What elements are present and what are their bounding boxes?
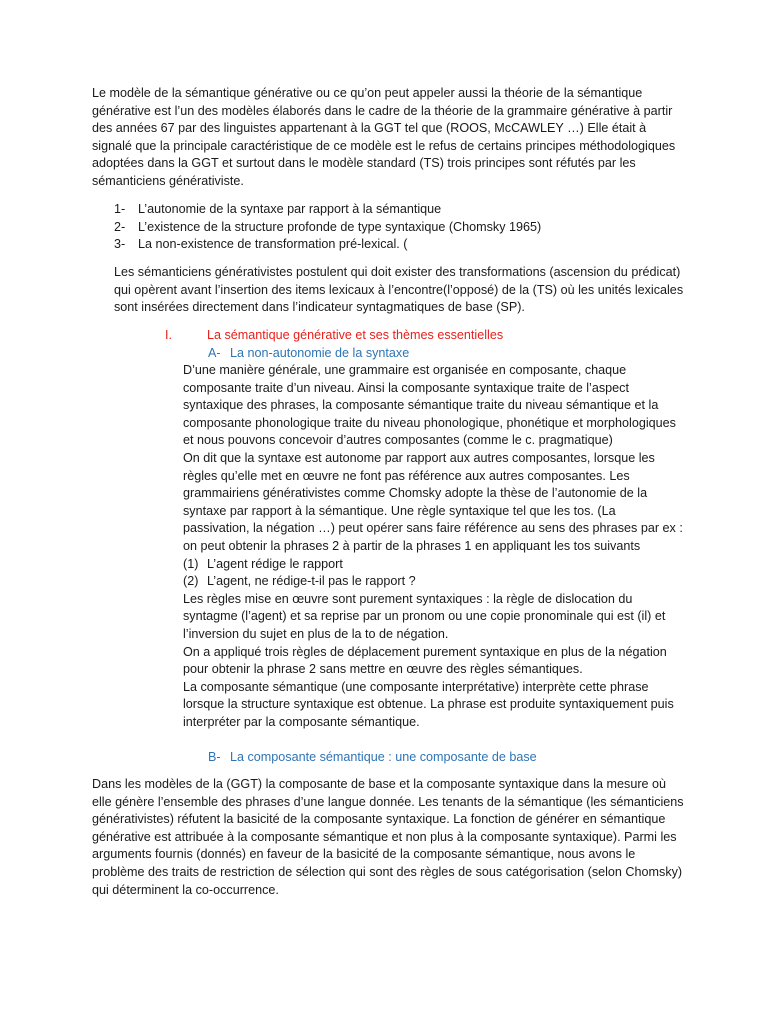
example-item xyxy=(183,556,683,574)
intro-paragraph: Le modèle de la sémantique générative ou ce qu’on peut appeler aussi la théorie de la sémantique générative est l’un des modèles élaborés dans le cadre de la théorie de la grammaire générative à partir des années 67 par des linguistes appartenant à la GGT tel que (ROOS, McCAWLEY …) Elle était à signalé que la principale caractéristique de ce modèle est le refus de certains principes méthodologiques adoptées dans la GGT et surtout dans le modèle standard (TS) trois principes sont réfutés par les sémanticiens générativiste. xyxy=(92,86,676,188)
section-a-body xyxy=(183,362,683,731)
list-item xyxy=(114,219,674,237)
list-number: 2- xyxy=(114,219,126,234)
body-paragraph: D’une manière générale, une grammaire est organisée en composante, chaque composante traite d’un niveau. Ainsi la composante syntaxique traite de l’aspect syntaxique des phrases, la composante sémantique traite du niveau sémantique et la composante phonologique traite du niveau phonologique, phonétique et morphologiques et nous pouvons concevoir d’autres composantes (comme le c. pragmatique) xyxy=(183,363,676,448)
example-text: L’agent rédige le rapport xyxy=(207,556,343,571)
list-number: 1- xyxy=(114,202,126,216)
subsection-heading-a xyxy=(208,345,668,363)
subsection-number: B- xyxy=(208,750,221,764)
body-paragraph: On dit que la syntaxe est autonome par rapport aux autres composantes, lorsque les règles qu’elle met en œuvre ne font pas référence aux autres composantes. Les grammairiens générativistes comme Chomsky adopte la thèse de l’autonomie de la syntaxe par rapport à la sémantique. Une règle syntaxique tel que les tos. (La passivation, la négation …) peut opérer sans faire référence au sens des phrases par ex : on peut obtenir la phrases 2 à partir de la phrases 1 en appliquant les tos suivants xyxy=(183,450,683,553)
section-number: I. xyxy=(165,328,172,342)
section-title: La sémantique générative et ses thèmes essentielles xyxy=(207,328,504,342)
example-item xyxy=(183,573,683,591)
subsection-number: A- xyxy=(208,346,221,360)
subsection-heading-b xyxy=(208,749,668,767)
closing-paragraph: Dans les modèles de la (GGT) la composante de base et la composante syntaxique dans la mesure où elle génère l’ensemble des phrases d’une langue donnée. Les tenants de la sémantique (les sémanticiens générativistes) réfutent la basicité de la composante syntaxique. La fonction de générer en sémantique générative est attribuée à la composante sémantique et non plus à la composante syntaxique). Parmi les arguments fournis (donnés) en faveur de la basicité de la composante sémantique, nous avons le problème des traits de restriction de sélection qui sont des règles de sous catégorisation (selon Chomsky) qui déterminent la co-occurrence. xyxy=(92,777,684,897)
postulate-paragraph: Les sémanticiens générativistes postulent qui doit exister des transformations (ascension du prédicat) qui opèrent avant l’insertion des items lexicaux à l’encontre(l’opposé) de la (TS) où les unités lexicales sont insérées directement dans l’indicateur syntagmatiques de base (SP). xyxy=(114,265,684,315)
list-text: L’autonomie de la syntaxe par rapport à la sémantique xyxy=(138,202,442,216)
section-heading-1 xyxy=(165,327,665,345)
list-item xyxy=(114,201,674,219)
list-item xyxy=(114,236,674,254)
body-paragraph: La composante sémantique (une composante interprétative) interprète cette phrase lorsque la structure syntaxique est obtenue. La phrase est produite syntaxiquement puis interpréter par la composante sémantique. xyxy=(183,679,674,729)
list-text: La non-existence de transformation pré-lexical. ( xyxy=(138,237,408,252)
example-text: L’agent, ne rédige-t-il pas le rapport ? xyxy=(207,574,416,589)
body-paragraph: On a appliqué trois règles de déplacement purement syntaxique en plus de la négation pour obtenir la phrase 2 sans mettre en œuvre des règles sémantiques. xyxy=(183,644,667,677)
list-text: L’existence de la structure profonde de type syntaxique (Chomsky 1965) xyxy=(138,219,542,234)
body-paragraph: Les règles mise en œuvre sont purement syntaxiques : la règle de dislocation du syntagme (l’agent) et sa reprise par un pronom ou une copie pronominale qui est (il) et l’inversion du sujet en plus de la to de négation. xyxy=(183,591,666,641)
subsection-title: La composante sémantique : une composante de base xyxy=(230,750,537,764)
principles-list xyxy=(114,201,674,254)
subsection-title: La non-autonomie de la syntaxe xyxy=(230,346,410,360)
example-number: (1) xyxy=(183,556,199,571)
list-number: 3- xyxy=(114,237,126,252)
example-number: (2) xyxy=(183,574,199,589)
